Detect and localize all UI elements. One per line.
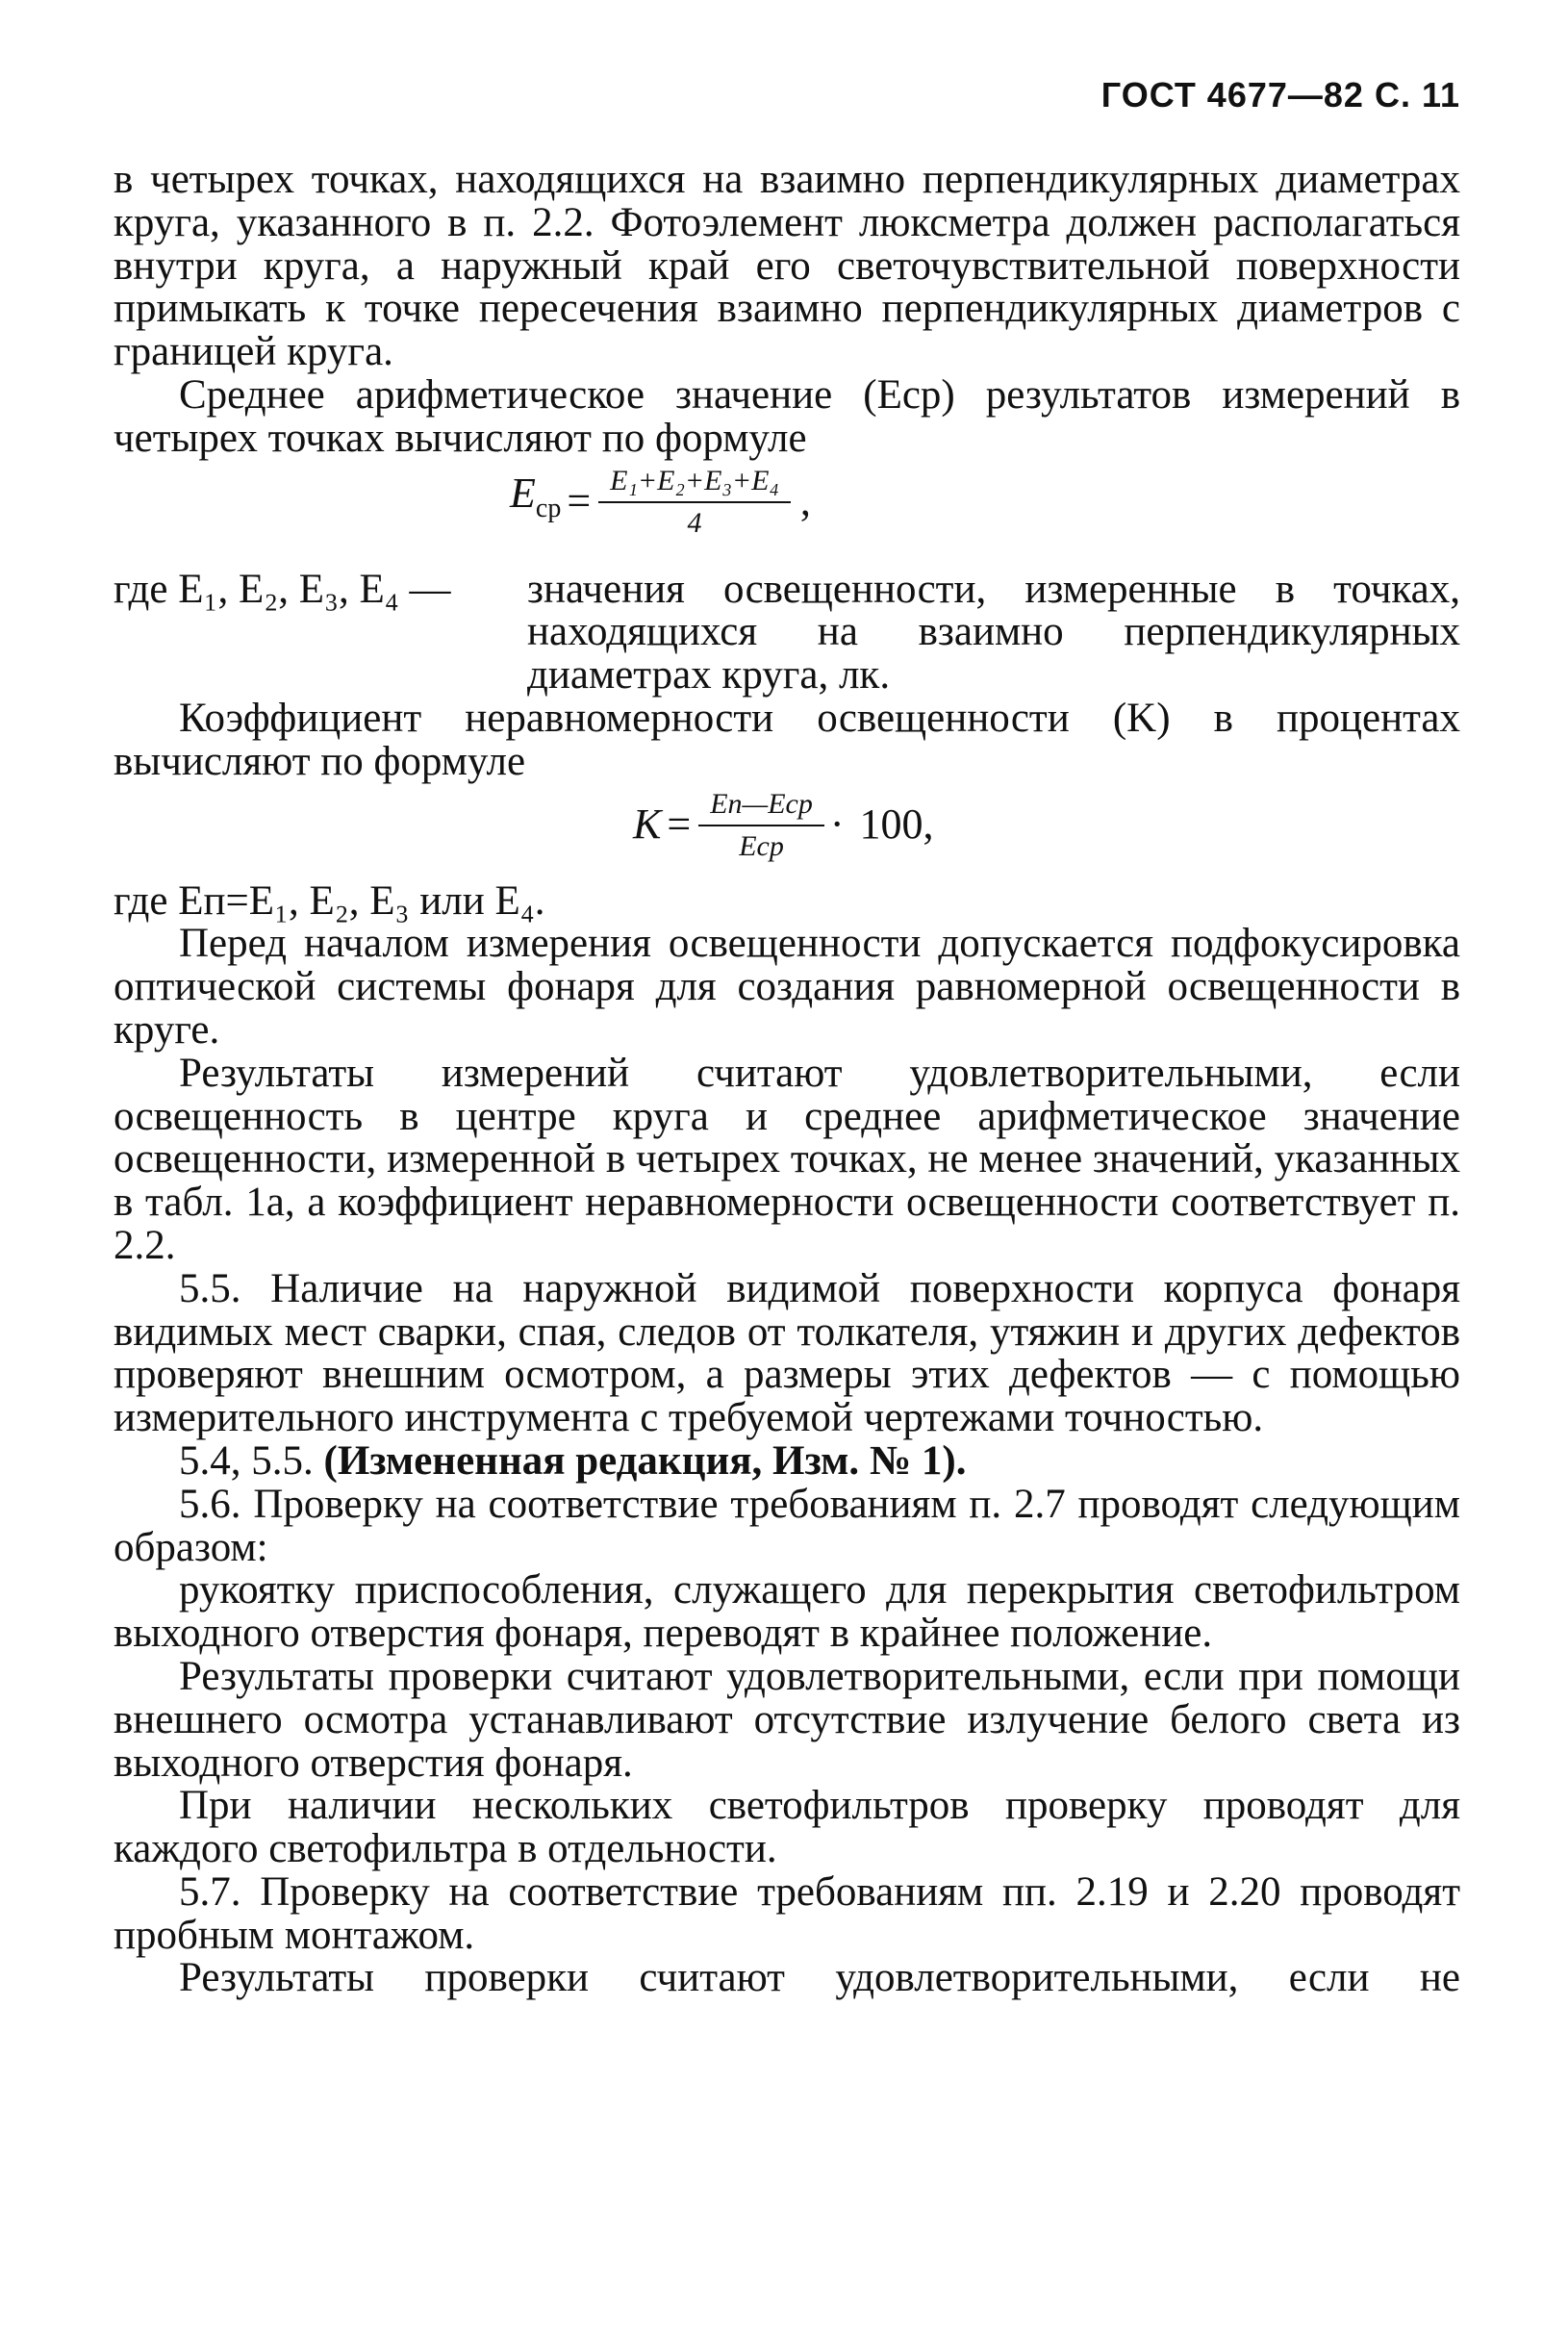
paragraph: Результаты проверки считают удовлетворительными, если при помощи внешнего осмотра устанавливают отсутствие излучение белого света из выходного отверстия фонаря. bbox=[114, 1653, 1460, 1786]
formula-numerator: E₁+E₂+E₃+E₄ bbox=[598, 465, 791, 503]
where-variables: где E₁, E₂, E₃, E₄ — bbox=[114, 566, 451, 612]
formula-denominator: Eср bbox=[739, 829, 784, 862]
paragraph: Результаты проверки считают удовлетворительными, если не bbox=[179, 1955, 1460, 2001]
formula-lhs: K bbox=[633, 800, 662, 849]
amendment-note bbox=[114, 1437, 1460, 1484]
where-clause: где Eп=E₁, E₂, E₃ или E₄. bbox=[114, 877, 545, 924]
formula-fraction bbox=[698, 788, 824, 863]
paragraph: в четырех точках, находящихся на взаимно перпендикулярных диаметрах круга, указанного в п. 2.2. Фотоэлемент люксметра должен располагаться внутри круга, а наружный край его светочувствительной поверхности примыкать к точке пересечения взаимно перпендикулярных диаметров с границей круга. bbox=[114, 157, 1460, 375]
paragraph: Перед началом измерения освещенности допускается подфокусировка оптической системы фонаря для создания равномерной освещенности в круге. bbox=[114, 921, 1460, 1053]
formula-tail: , bbox=[799, 477, 811, 525]
paragraph: При наличии нескольких светофильтров проверку проводят для каждого светофильтра в отдельности. bbox=[114, 1783, 1460, 1872]
formula-denominator: 4 bbox=[687, 506, 702, 539]
amendment-clauses: 5.4, 5.5. bbox=[179, 1437, 314, 1484]
formula-fraction bbox=[598, 465, 791, 540]
page-header: ГОСТ 4677—82 С. 11 bbox=[1100, 75, 1460, 114]
formula-tail: 100, bbox=[859, 800, 934, 849]
formula-lhs: $E_{ср}$ bbox=[510, 470, 562, 524]
formula-numerator: Eп—Eср bbox=[698, 788, 824, 826]
formula-nonuniformity bbox=[114, 784, 1460, 880]
document-body bbox=[114, 159, 1460, 2000]
paragraph: Среднее арифметическое значение (Eср) результатов измерений в четырех точках вычисляют по формуле bbox=[114, 371, 1460, 461]
paragraph: рукоятку приспособления, служащего для перекрытия светофильтром выходного отверстия фонаря, переводят в крайнее положение. bbox=[114, 1567, 1460, 1657]
amendment-label: (Измененная редакция, Изм. № 1). bbox=[323, 1437, 967, 1484]
paragraph: Коэффициент неравномерности освещенности (K) в процентах вычисляют по формуле bbox=[114, 695, 1460, 784]
formula-multiply: · bbox=[829, 800, 845, 849]
formula-mean-illuminance bbox=[114, 461, 1460, 569]
paragraph: Результаты измерений считают удовлетворительными, если освещенность в центре круга и среднее арифметическое значение освещенности, измеренной в четырех точках, не менее значений, указанных в табл. 1а, а коэффициент неравномерности освещенности соответствует п. 2.2. bbox=[114, 1050, 1460, 1268]
paragraph-5-7: 5.7. Проверку на соответствие требованиям пп. 2.19 и 2.20 проводят пробным монтажом. bbox=[114, 1868, 1460, 1958]
paragraph-5-5: 5.5. Наличие на наружной видимой поверхности корпуса фонаря видимых мест сварки, спая, следов от толкателя, утяжин и других дефектов проверяют внешним осмотром, а размеры этих дефектов — с помощью измерительного инструмента с требуемой чертежами точностью. bbox=[114, 1265, 1460, 1441]
where-description: значения освещенности, измеренные в точках, находящихся на взаимно перпендикулярных диаметрах круга, лк. bbox=[527, 566, 1460, 699]
formula-equals: = bbox=[667, 800, 692, 849]
paragraph-5-6: 5.6. Проверку на соответствие требованиям п. 2.7 проводят следующим образом: bbox=[114, 1481, 1460, 1570]
formula-equals: = bbox=[567, 477, 592, 525]
where-clause bbox=[114, 566, 1460, 699]
